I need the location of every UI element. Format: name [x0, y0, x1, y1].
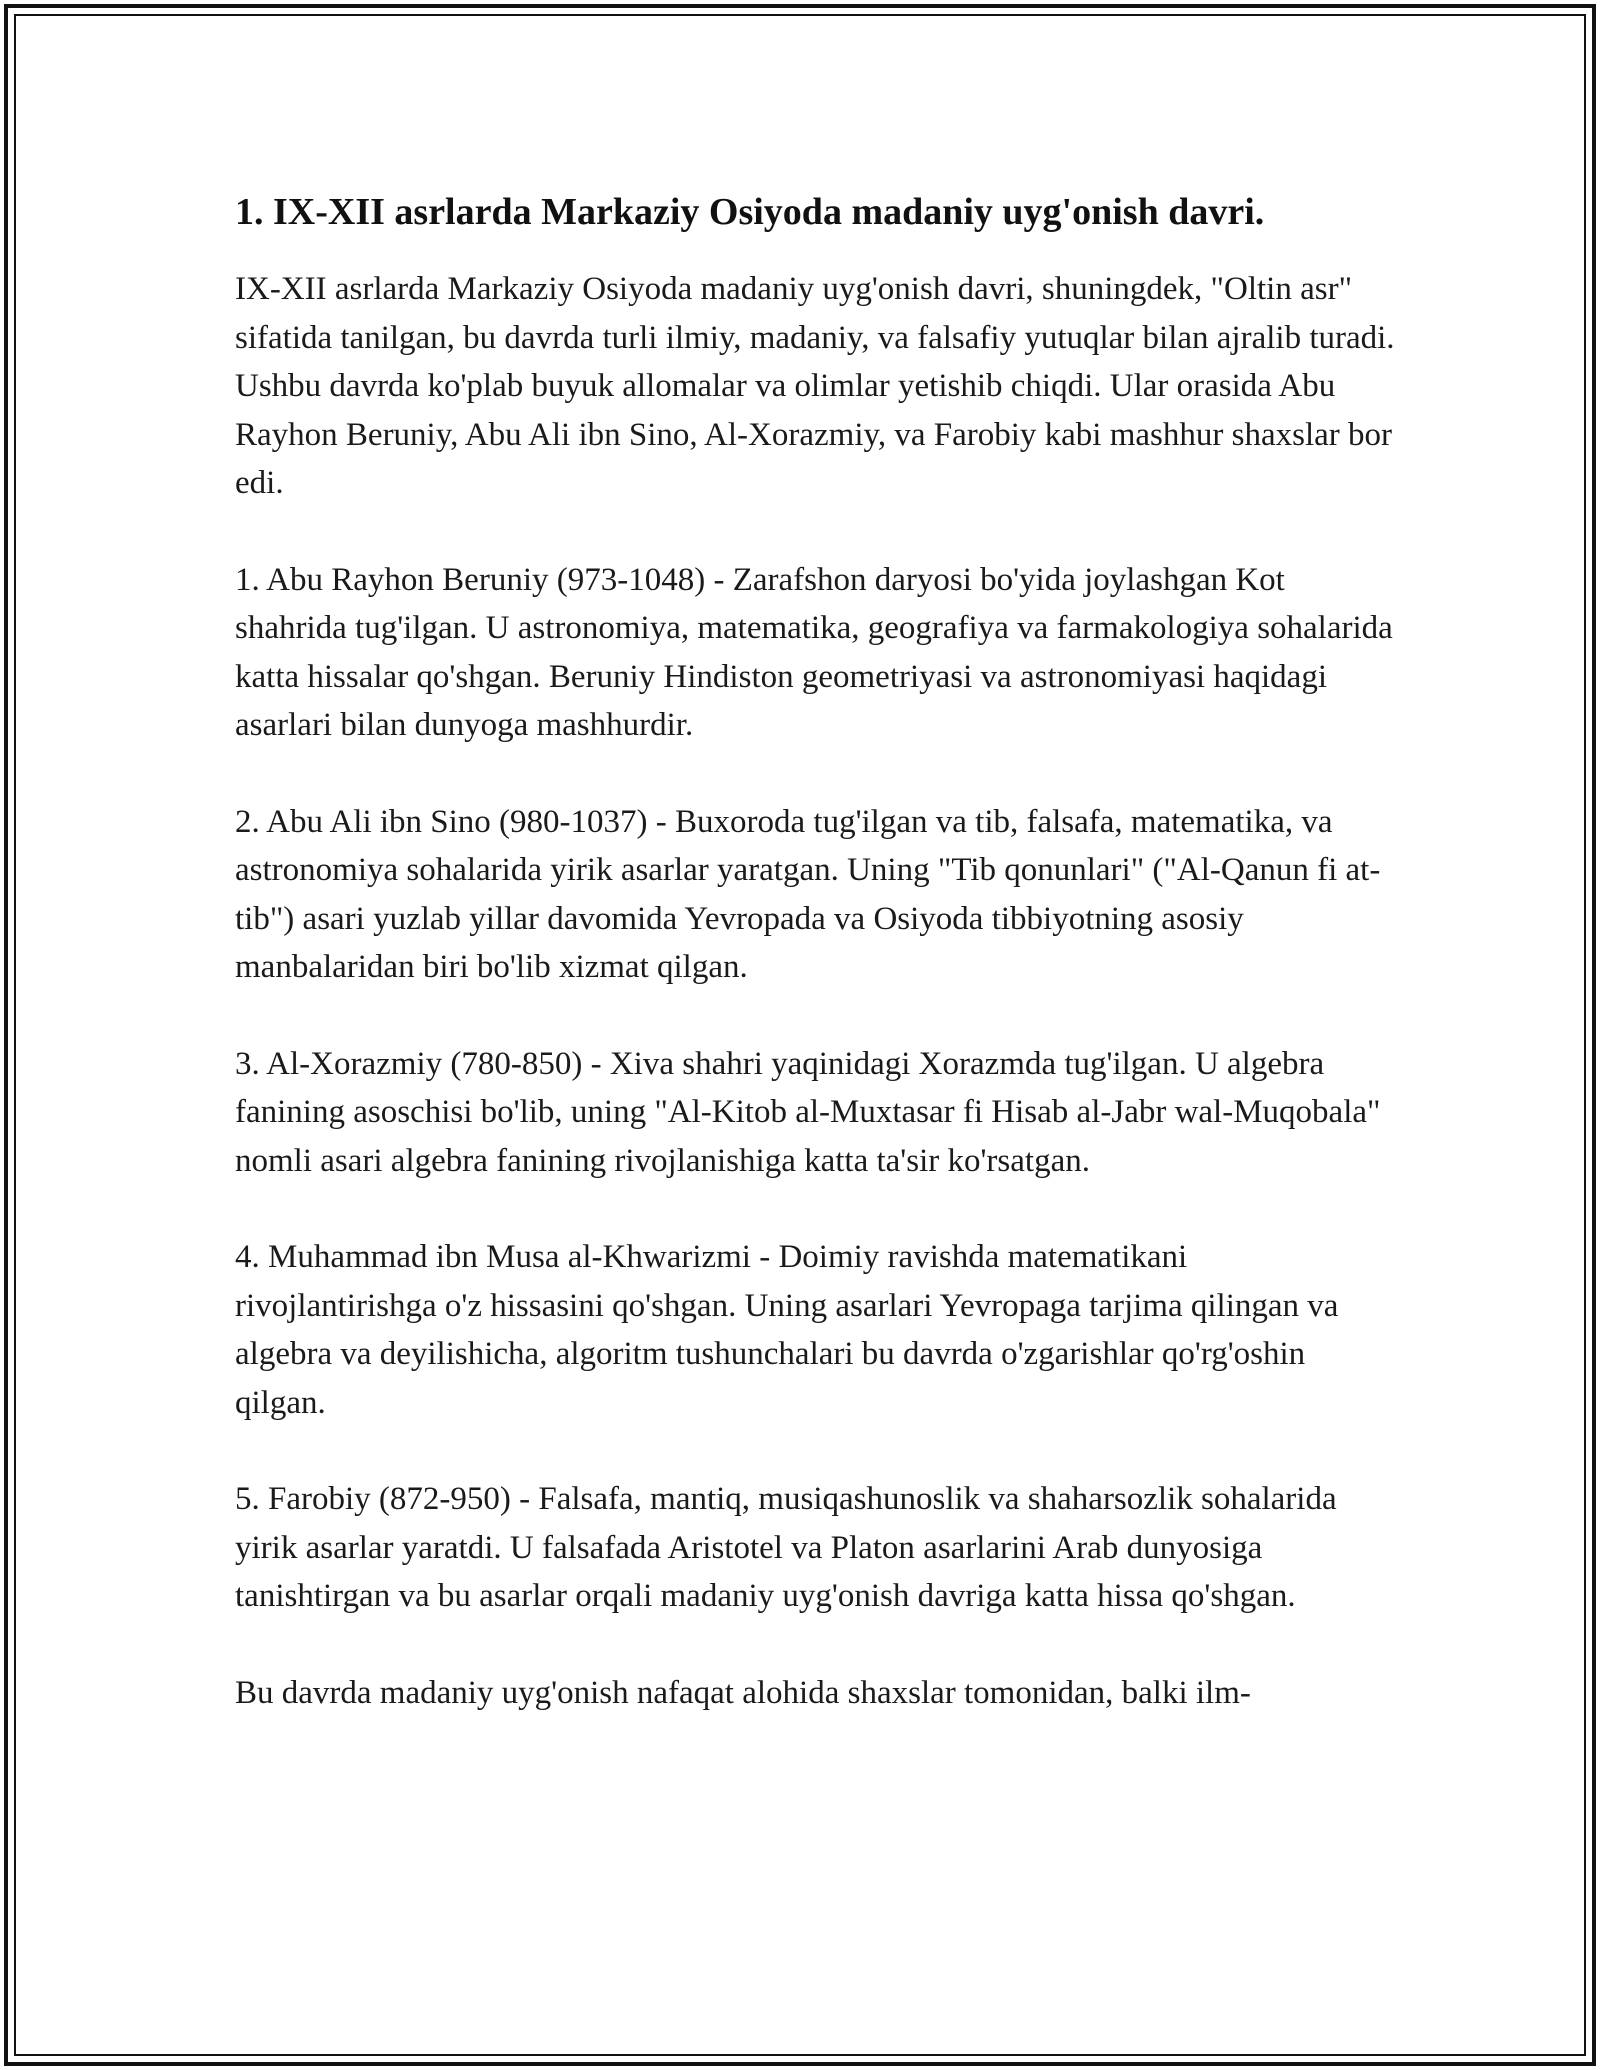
- paragraph-farobiy: 5. Farobiy (872-950) - Falsafa, mantiq, musiqashunoslik va shaharsozlik sohalarida yirik asarlar yaratdi. U falsafada Aristotel va Platon asarlarini Arab dunyosiga tanishtirgan va bu asarlar orqali madaniy uyg'onish davriga katta hissa qo'shgan.: [235, 1481, 1337, 1614]
- paragraph-ibn-sino: 2. Abu Ali ibn Sino (980-1037) - Buxoroda tug'ilgan va tib, falsafa, matematika, va astronomiya sohalarida yirik asarlar yaratgan. Uning "Tib qonunlari" ("Al-Qanun fi at-tib") asari yuzlab yillar davomida Yevropada va Osiyoda tibbiyotning asosiy manbalaridan biri bo'lib xizmat qilgan.: [235, 803, 1381, 985]
- paragraph-al-xorazmiy: 3. Al-Xorazmiy (780-850) - Xiva shahri yaqinidagi Xorazmda tug'ilgan. U algebra fanining asoschisi bo'lib, uning "Al-Kitob al-Muxtasar fi Hisab al-Jabr wal-Muqobala" nomli asari algebra fanining rivojlanishiga katta ta'sir ko'rsatgan.: [235, 1045, 1381, 1179]
- document-title: 1. IX-XII asrlarda Markaziy Osiyoda madaniy uyg'onish davri.: [235, 191, 1265, 233]
- paragraph-al-khwarizmi: 4. Muhammad ibn Musa al-Khwarizmi - Doimiy ravishda matematikani rivojlantirishga o'z hissasini qo'shgan. Uning asarlari Yevropaga tarjima qilingan va algebra va deyilishicha, algoritm tushunchalari bu davrda o'zgarishlar qo'rg'oshin qilgan.: [235, 1239, 1339, 1421]
- paragraph-beruniy: 1. Abu Rayhon Beruniy (973-1048) - Zarafshon daryosi bo'yida joylashgan Kot shahrida tug'ilgan. U astronomiya, matematika, geografiya va farmakologiya sohalarida katta hissalar qo'shgan. Beruniy Hindiston geometriyasi va astronomiyasi haqidagi asarlari bilan dunyoga mashhurdir.: [235, 561, 1393, 743]
- intro-paragraph: IX-XII asrlarda Markaziy Osiyoda madaniy uyg'onish davri, shuningdek, "Oltin asr" sifatida tanilgan, bu davrda turli ilmiy, madaniy, va falsafiy yutuqlar bilan ajralib turadi. Ushbu davrda ko'plab buyuk allomalar va olimlar yetishib chiqdi. Ular orasida Abu Rayhon Beruniy, Abu Ali ibn Sino, Al-Xorazmiy, va Farobiy kabi mashhur shaxslar bor edi.: [235, 271, 1395, 501]
- closing-paragraph: Bu davrda madaniy uyg'onish nafaqat alohida shaxslar tomonidan, balki ilm-: [235, 1674, 1251, 1711]
- document-body: [235, 185, 1395, 1765]
